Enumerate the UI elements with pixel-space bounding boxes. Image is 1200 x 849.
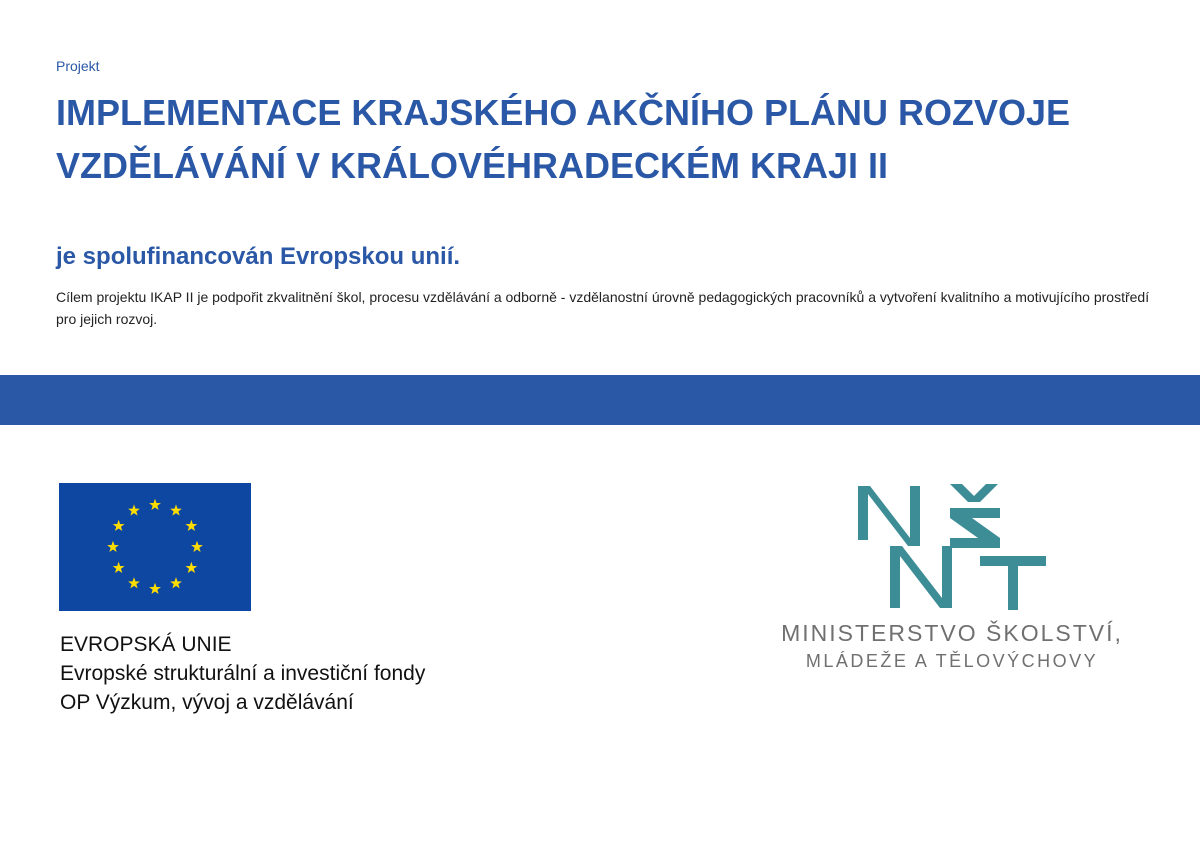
msmt-logo-caron xyxy=(950,484,998,502)
ministry-name-line2: MLÁDEŽE A TĚLOVÝCHOVY xyxy=(805,651,1099,671)
msmt-logo-t xyxy=(980,556,1046,610)
eu-funds: Evropské strukturální a investiční fondy xyxy=(60,662,426,685)
ministry-name-line1: MINISTERSTVO ŠKOLSTVÍ, xyxy=(781,620,1123,646)
project-description: Cílem projektu IKAP II je podpořit zkvalitnění škol, procesu vzdělávání a odborně - vzdělanostní úrovně pedagogických pracovníků a vytvoření kvalitního a motivujícího prostředí pro jejich rozvoj. xyxy=(56,289,1150,327)
funding-subtitle: je spolufinancován Evropskou unií. xyxy=(56,243,461,270)
project-label: Projekt xyxy=(56,58,100,74)
ministry-name xyxy=(756,618,1148,674)
eu-name: EVROPSKÁ UNIE xyxy=(60,633,232,656)
eu-programme: OP Výzkum, vývoj a vzdělávání xyxy=(60,691,354,714)
project-title: IMPLEMENTACE KRAJSKÉHO AKČNÍHO PLÁNU ROZVOJE VZDĚLÁVÁNÍ V KRÁLOVÉHRADECKÉM KRAJI II xyxy=(56,92,1071,186)
msmt-logo-m-upper xyxy=(858,486,920,546)
eu-text-block xyxy=(60,630,425,717)
msmt-logo-s xyxy=(950,508,1000,548)
eu-flag-logo xyxy=(59,483,251,611)
msmt-logo-m-lower xyxy=(890,546,952,608)
msmt-logo xyxy=(850,480,1050,615)
blue-band xyxy=(0,375,1200,425)
